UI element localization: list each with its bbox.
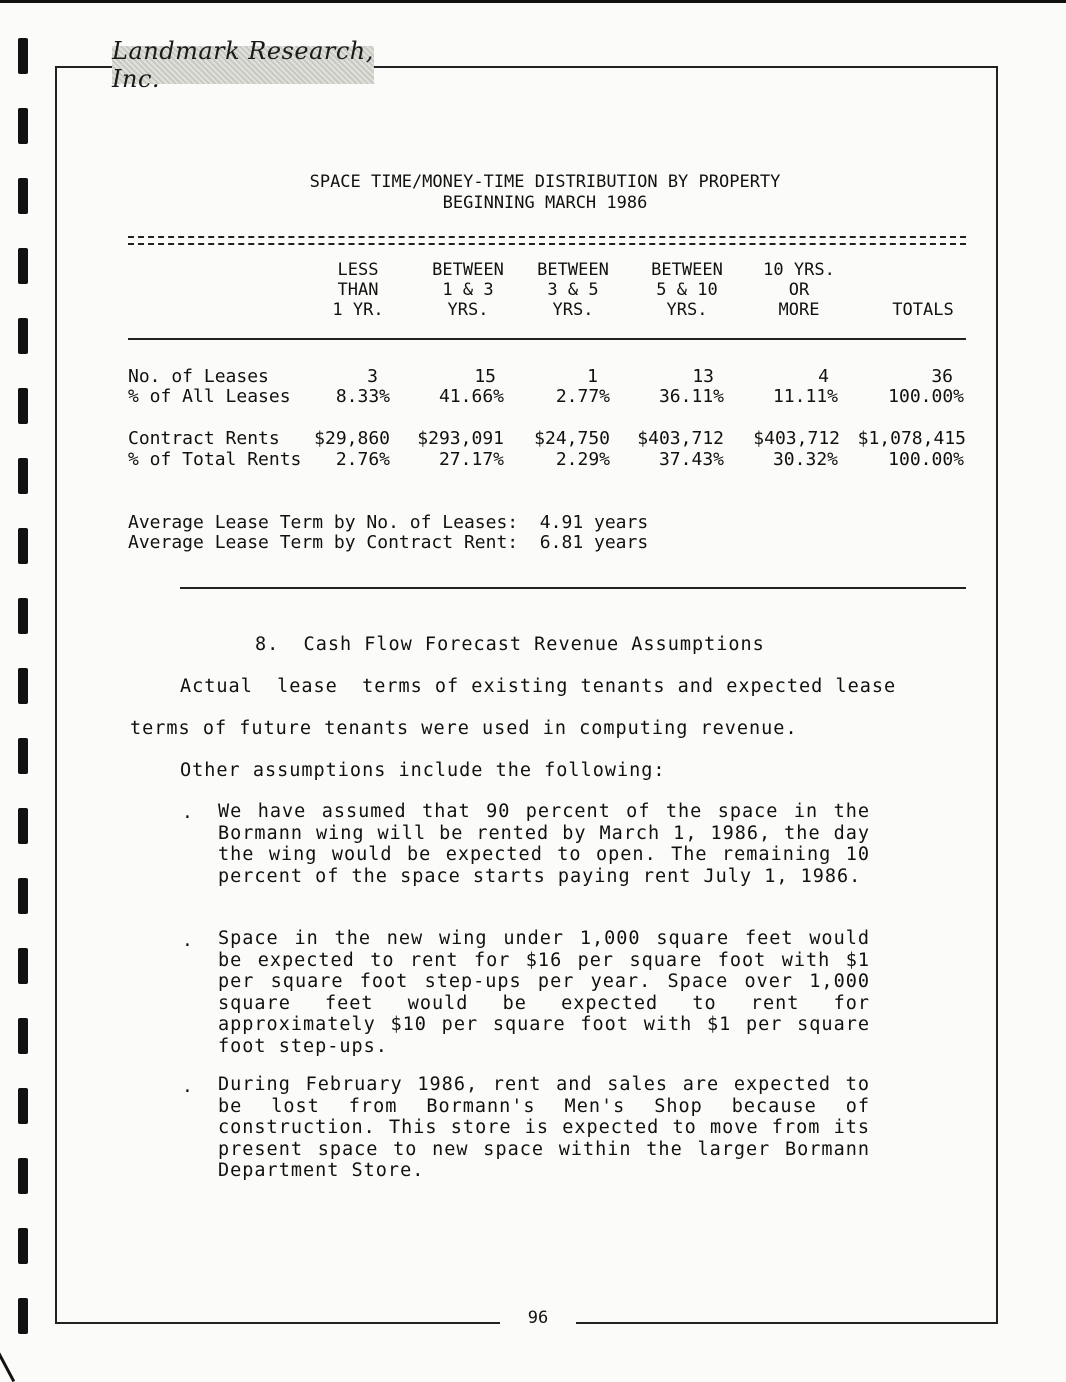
row-label-contract-rents: Contract Rents [128,428,280,449]
section-heading: 8. Cash Flow Forecast Revenue Assumptions [255,634,765,655]
binding-hole [18,668,28,704]
table-cell: $29,860 [314,428,390,449]
bullet-item: During February 1986, rent and sales are expected to be lost from Bormann's Men's Shop because of construction. This store is expected to move from its present space to new space within the larger Bormann Department Store. [218,1074,870,1181]
binding-hole [18,318,28,354]
binding-hole [18,1088,28,1124]
binding-hole [18,1298,28,1334]
bullet-item: We have assumed that 90 percent of the space in the Bormann wing will be rented by March 1, 1986, the day the wing would be expected to open. The remaining 10 percent of the space starts paying rent July 1, 1986. [218,801,870,887]
col-header-1-to-3: BETWEEN 1 & 3 YRS. [432,260,504,320]
binding-hole [18,108,28,144]
table-cell: 2.29% [555,449,610,470]
col-header-3-to-5: BETWEEN 3 & 5 YRS. [537,260,609,320]
table-cell: 36.11% [658,386,724,407]
bullet-item: Space in the new wing under 1,000 square feet would be expected to rent for $16 per square foot with $1 per square foot step-ups per year. Space over 1,000 square feet would be expected to rent for approximately $10 per square foot with $1 per square foot step-ups. [218,928,870,1057]
binding-hole [18,808,28,844]
binding-hole [18,878,28,914]
table-cell: 3 [367,366,378,387]
table-cell: $24,750 [534,428,610,449]
table-cell: 27.17% [438,449,504,470]
avg-term-by-leases: Average Lease Term by No. of Leases: 4.91 years [128,512,649,533]
report-title [160,172,930,214]
section-divider [180,587,966,589]
bullet-icon: . [182,802,193,823]
binding-hole [18,948,28,984]
paragraph-1-line-1: Actual lease terms of existing tenants and expected lease [180,676,897,697]
binding-hole [18,528,28,564]
col-header-10-plus: 10 YRS. OR MORE [763,260,835,320]
binding-hole [18,598,28,634]
table-cell: 11.11% [772,386,838,407]
table-cell: 100.00% [888,449,964,470]
table-cell: 4 [818,366,829,387]
table-cell: 30.32% [772,449,838,470]
binding-hole [18,248,28,284]
table-cell: 100.00% [888,386,964,407]
row-label-no-leases: No. of Leases [128,366,269,387]
binding-hole [18,38,28,74]
table-cell: $1,078,415 [857,428,966,449]
binding-hole [18,178,28,214]
table-cell: 2.77% [555,386,610,407]
binding-hole [18,738,28,774]
table-cell: 1 [587,366,598,387]
top-edge-rule [0,0,1066,3]
bullet-icon: . [182,1076,193,1097]
binding-hole [18,458,28,494]
col-header-totals: TOTALS [892,300,954,320]
table-cell: 37.43% [658,449,724,470]
binding-hole [18,1018,28,1054]
table-cell: $293,091 [417,428,504,449]
table-cell: 15 [474,366,496,387]
table-cell: 8.33% [335,386,390,407]
paragraph-1-line-2: terms of future tenants were used in computing revenue. [130,718,798,739]
table-cell: $403,712 [637,428,724,449]
col-header-5-to-10: BETWEEN 5 & 10 YRS. [651,260,723,320]
double-rule [128,236,966,245]
table-cell: 2.76% [335,449,390,470]
bullet-icon: . [182,930,193,951]
paragraph-2: Other assumptions include the following: [180,760,666,781]
row-label-pct-leases: % of All Leases [128,386,291,407]
title-line-1: SPACE TIME/MONEY-TIME DISTRIBUTION BY PROPERTY [309,172,781,192]
company-logo: Landmark Research, Inc. [112,37,374,93]
table-cell: 36 [931,366,953,387]
page-number: 96 [500,1303,576,1333]
corner-mark [0,1342,15,1382]
row-label-pct-rents: % of Total Rents [128,449,302,470]
table-cell: $403,712 [753,428,840,449]
header-rule [128,338,966,340]
binding-hole [18,1228,28,1264]
binding-hole [18,388,28,424]
table-cell: 13 [692,366,714,387]
binding-holes [18,0,30,1380]
col-header-less-than-1: LESS THAN 1 YR. [332,260,384,320]
binding-hole [18,1158,28,1194]
table-cell: 41.66% [438,386,504,407]
avg-term-by-rent: Average Lease Term by Contract Rent: 6.81 years [128,532,649,553]
title-line-2: BEGINNING MARCH 1986 [442,193,648,213]
